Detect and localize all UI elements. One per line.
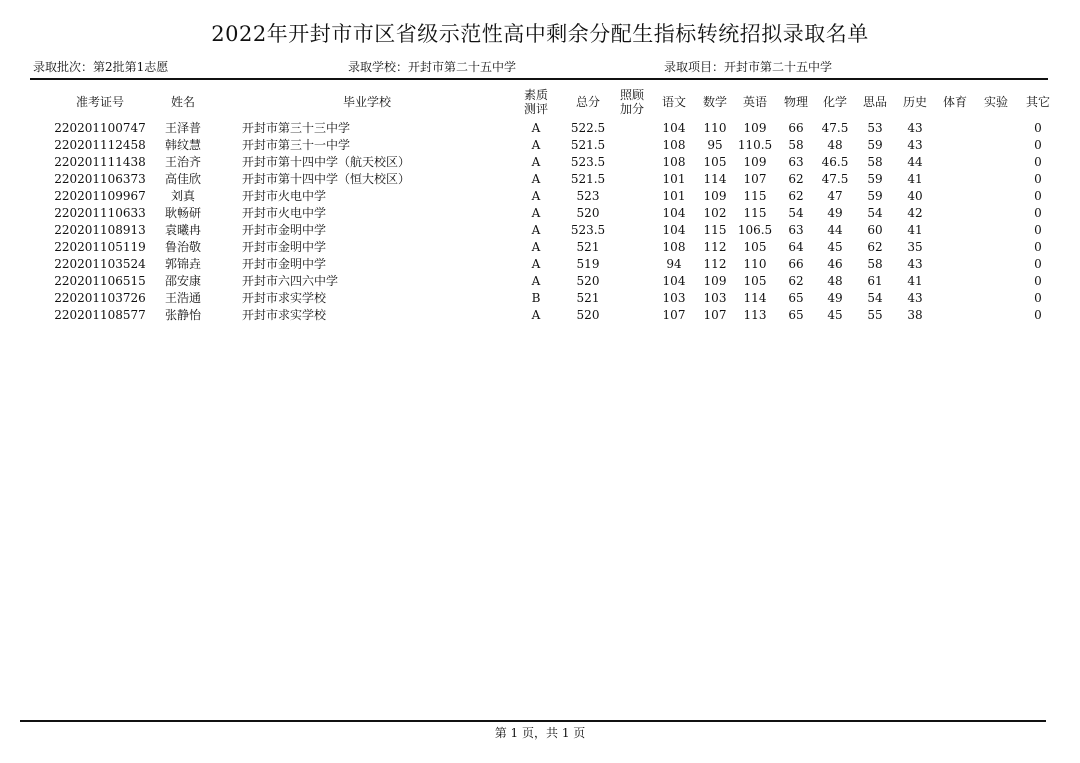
cell-politics: 60 xyxy=(867,223,883,237)
cell-math: 102 xyxy=(703,206,727,220)
header-quality xyxy=(518,84,554,120)
cell-name: 王浩通 xyxy=(164,291,201,305)
cell-english: 105 xyxy=(743,274,767,288)
cell-politics: 55 xyxy=(867,308,883,322)
cell-history: 40 xyxy=(907,189,923,203)
cell-id: 220201111438 xyxy=(54,155,146,169)
header-bonus-line1: 照顾 xyxy=(619,88,644,102)
cell-total: 521.5 xyxy=(570,138,606,152)
cell-total: 520 xyxy=(576,206,600,220)
cell-chinese: 107 xyxy=(662,308,686,322)
cell-other: 0 xyxy=(1034,274,1042,288)
table-row xyxy=(0,290,1080,307)
cell-history: 41 xyxy=(907,172,923,186)
cell-id: 220201100747 xyxy=(54,121,146,135)
cell-physics: 58 xyxy=(788,138,804,152)
cell-math: 105 xyxy=(703,155,727,169)
header-quality-line2: 测评 xyxy=(523,102,548,116)
cell-math: 112 xyxy=(703,257,727,271)
cell-other: 0 xyxy=(1034,172,1042,186)
header-divider xyxy=(30,78,1048,80)
cell-total: 521.5 xyxy=(570,172,606,186)
cell-id: 220201110633 xyxy=(54,206,146,220)
cell-chemistry: 46 xyxy=(827,257,843,271)
cell-math: 115 xyxy=(703,223,727,237)
page-title: 2022年开封市市区省级示范性高中剩余分配生指标转统招拟录取名单 xyxy=(211,22,869,46)
cell-other: 0 xyxy=(1034,223,1042,237)
cell-quality: A xyxy=(531,138,541,152)
header-name: 姓名 xyxy=(170,95,195,109)
cell-id: 220201103524 xyxy=(54,257,146,271)
header-other: 其它 xyxy=(1025,95,1050,109)
cell-math: 110 xyxy=(703,121,727,135)
cell-math: 95 xyxy=(707,138,723,152)
table-row xyxy=(0,205,1080,222)
cell-school: 开封市金明中学 xyxy=(242,257,327,271)
table-row xyxy=(0,222,1080,239)
cell-physics: 63 xyxy=(788,223,804,237)
header-bonus-line2: 加分 xyxy=(619,102,644,116)
cell-physics: 64 xyxy=(788,240,804,254)
cell-name: 张静怡 xyxy=(164,308,201,322)
admission-project: 录取项目：开封市第二十五中学 xyxy=(664,60,833,74)
cell-politics: 62 xyxy=(867,240,883,254)
table-row xyxy=(0,120,1080,137)
cell-english: 106.5 xyxy=(737,223,773,237)
cell-school: 开封市求实学校 xyxy=(242,308,327,322)
cell-quality: A xyxy=(531,308,541,322)
footer-divider xyxy=(20,720,1046,722)
cell-quality: A xyxy=(531,155,541,169)
cell-chinese: 101 xyxy=(662,189,686,203)
cell-english: 109 xyxy=(743,155,767,169)
cell-physics: 66 xyxy=(788,121,804,135)
cell-history: 41 xyxy=(907,274,923,288)
cell-total: 523.5 xyxy=(570,223,606,237)
cell-physics: 65 xyxy=(788,291,804,305)
cell-english: 109 xyxy=(743,121,767,135)
cell-math: 112 xyxy=(703,240,727,254)
cell-history: 38 xyxy=(907,308,923,322)
header-chemistry: 化学 xyxy=(822,95,847,109)
cell-chemistry: 44 xyxy=(827,223,843,237)
cell-english: 105 xyxy=(743,240,767,254)
cell-school: 开封市求实学校 xyxy=(242,291,327,305)
header-english: 英语 xyxy=(742,95,767,109)
cell-school: 开封市第十四中学（航天校区） xyxy=(242,155,411,169)
header-pe: 体育 xyxy=(942,95,967,109)
cell-chinese: 104 xyxy=(662,223,686,237)
table-row xyxy=(0,273,1080,290)
admission-table xyxy=(0,84,1080,324)
header-math: 数学 xyxy=(702,95,727,109)
cell-politics: 54 xyxy=(867,206,883,220)
cell-id: 220201108577 xyxy=(54,308,146,322)
cell-physics: 62 xyxy=(788,172,804,186)
cell-chinese: 108 xyxy=(662,155,686,169)
cell-politics: 54 xyxy=(867,291,883,305)
cell-physics: 63 xyxy=(788,155,804,169)
cell-quality: A xyxy=(531,274,541,288)
table-row xyxy=(0,137,1080,154)
cell-politics: 59 xyxy=(867,189,883,203)
cell-history: 43 xyxy=(907,121,923,135)
cell-chemistry: 47.5 xyxy=(821,172,849,186)
cell-chinese: 104 xyxy=(662,206,686,220)
cell-english: 115 xyxy=(743,189,767,203)
table-row xyxy=(0,256,1080,273)
cell-other: 0 xyxy=(1034,257,1042,271)
cell-other: 0 xyxy=(1034,206,1042,220)
cell-quality: B xyxy=(531,291,541,305)
cell-history: 42 xyxy=(907,206,923,220)
cell-history: 43 xyxy=(907,138,923,152)
cell-english: 110.5 xyxy=(737,138,773,152)
cell-name: 刘真 xyxy=(170,189,195,203)
cell-quality: A xyxy=(531,172,541,186)
cell-name: 袁曦冉 xyxy=(164,223,201,237)
cell-total: 521 xyxy=(576,240,600,254)
table-row xyxy=(0,171,1080,188)
cell-school: 开封市火电中学 xyxy=(242,206,327,220)
table-row xyxy=(0,188,1080,205)
cell-math: 114 xyxy=(703,172,727,186)
cell-physics: 54 xyxy=(788,206,804,220)
cell-id: 220201112458 xyxy=(54,138,146,152)
cell-math: 107 xyxy=(703,308,727,322)
cell-school: 开封市火电中学 xyxy=(242,189,327,203)
cell-name: 郭锦垚 xyxy=(164,257,201,271)
cell-name: 王泽普 xyxy=(164,121,201,135)
cell-chemistry: 48 xyxy=(827,274,843,288)
cell-name: 高佳欣 xyxy=(164,172,201,186)
cell-english: 114 xyxy=(743,291,767,305)
page-number: 第 1 页，共 1 页 xyxy=(494,726,586,740)
cell-history: 43 xyxy=(907,257,923,271)
cell-quality: A xyxy=(531,206,541,220)
cell-english: 113 xyxy=(743,308,767,322)
admission-batch: 录取批次：第2批第1志愿 xyxy=(33,60,169,74)
cell-school: 开封市金明中学 xyxy=(242,223,327,237)
cell-total: 521 xyxy=(576,291,600,305)
table-header xyxy=(0,84,1080,120)
cell-chemistry: 45 xyxy=(827,308,843,322)
cell-physics: 65 xyxy=(788,308,804,322)
cell-history: 43 xyxy=(907,291,923,305)
cell-quality: A xyxy=(531,223,541,237)
cell-total: 519 xyxy=(576,257,600,271)
cell-name: 耿畅研 xyxy=(164,206,201,220)
header-id: 准考证号 xyxy=(75,95,124,109)
cell-total: 523 xyxy=(576,189,600,203)
cell-other: 0 xyxy=(1034,240,1042,254)
cell-politics: 58 xyxy=(867,257,883,271)
header-politics: 思品 xyxy=(862,95,887,109)
cell-total: 520 xyxy=(576,274,600,288)
cell-id: 220201108913 xyxy=(54,223,146,237)
cell-history: 41 xyxy=(907,223,923,237)
cell-id: 220201109967 xyxy=(54,189,146,203)
header-chinese: 语文 xyxy=(661,95,686,109)
cell-school: 开封市第十四中学（恒大校区） xyxy=(242,172,411,186)
cell-chinese: 101 xyxy=(662,172,686,186)
header-quality-line1: 素质 xyxy=(523,88,548,102)
table-row xyxy=(0,154,1080,171)
cell-english: 115 xyxy=(743,206,767,220)
cell-total: 523.5 xyxy=(570,155,606,169)
cell-chinese: 108 xyxy=(662,138,686,152)
cell-quality: A xyxy=(531,189,541,203)
cell-politics: 59 xyxy=(867,138,883,152)
cell-name: 邵安康 xyxy=(164,274,201,288)
header-school: 毕业学校 xyxy=(342,95,391,109)
cell-name: 韩纹慧 xyxy=(164,138,201,152)
cell-total: 520 xyxy=(576,308,600,322)
cell-politics: 59 xyxy=(867,172,883,186)
cell-id: 220201106373 xyxy=(54,172,146,186)
cell-id: 220201103726 xyxy=(54,291,146,305)
cell-chinese: 103 xyxy=(662,291,686,305)
cell-english: 107 xyxy=(743,172,767,186)
header-experiment: 实验 xyxy=(983,95,1008,109)
cell-math: 109 xyxy=(703,274,727,288)
cell-politics: 53 xyxy=(867,121,883,135)
cell-school: 开封市第三十三中学 xyxy=(242,121,351,135)
cell-other: 0 xyxy=(1034,291,1042,305)
cell-other: 0 xyxy=(1034,189,1042,203)
header-physics: 物理 xyxy=(783,95,808,109)
header-total: 总分 xyxy=(575,95,600,109)
cell-chinese: 104 xyxy=(662,121,686,135)
cell-physics: 62 xyxy=(788,274,804,288)
cell-other: 0 xyxy=(1034,121,1042,135)
cell-chemistry: 45 xyxy=(827,240,843,254)
cell-other: 0 xyxy=(1034,308,1042,322)
cell-school: 开封市六四六中学 xyxy=(242,274,339,288)
cell-total: 522.5 xyxy=(570,121,606,135)
cell-math: 103 xyxy=(703,291,727,305)
cell-chinese: 94 xyxy=(666,257,682,271)
header-history: 历史 xyxy=(902,95,927,109)
cell-math: 109 xyxy=(703,189,727,203)
cell-english: 110 xyxy=(743,257,767,271)
cell-physics: 66 xyxy=(788,257,804,271)
cell-id: 220201105119 xyxy=(54,240,146,254)
cell-quality: A xyxy=(531,240,541,254)
cell-chemistry: 47.5 xyxy=(821,121,849,135)
cell-physics: 62 xyxy=(788,189,804,203)
cell-name: 鲁治敬 xyxy=(164,240,201,254)
cell-chinese: 108 xyxy=(662,240,686,254)
cell-other: 0 xyxy=(1034,138,1042,152)
cell-chemistry: 49 xyxy=(827,206,843,220)
cell-history: 35 xyxy=(907,240,923,254)
cell-chemistry: 47 xyxy=(827,189,843,203)
table-row xyxy=(0,239,1080,256)
cell-politics: 61 xyxy=(867,274,883,288)
cell-chemistry: 48 xyxy=(827,138,843,152)
cell-chemistry: 46.5 xyxy=(821,155,849,169)
cell-quality: A xyxy=(531,257,541,271)
table-row xyxy=(0,307,1080,324)
cell-quality: A xyxy=(531,121,541,135)
cell-chinese: 104 xyxy=(662,274,686,288)
cell-history: 44 xyxy=(907,155,923,169)
cell-name: 王治齐 xyxy=(164,155,201,169)
cell-school: 开封市第三十一中学 xyxy=(242,138,351,152)
cell-id: 220201106515 xyxy=(54,274,146,288)
admission-school: 录取学校：开封市第二十五中学 xyxy=(348,60,517,74)
cell-other: 0 xyxy=(1034,155,1042,169)
header-bonus xyxy=(614,84,650,120)
cell-politics: 58 xyxy=(867,155,883,169)
cell-school: 开封市金明中学 xyxy=(242,240,327,254)
cell-chemistry: 49 xyxy=(827,291,843,305)
